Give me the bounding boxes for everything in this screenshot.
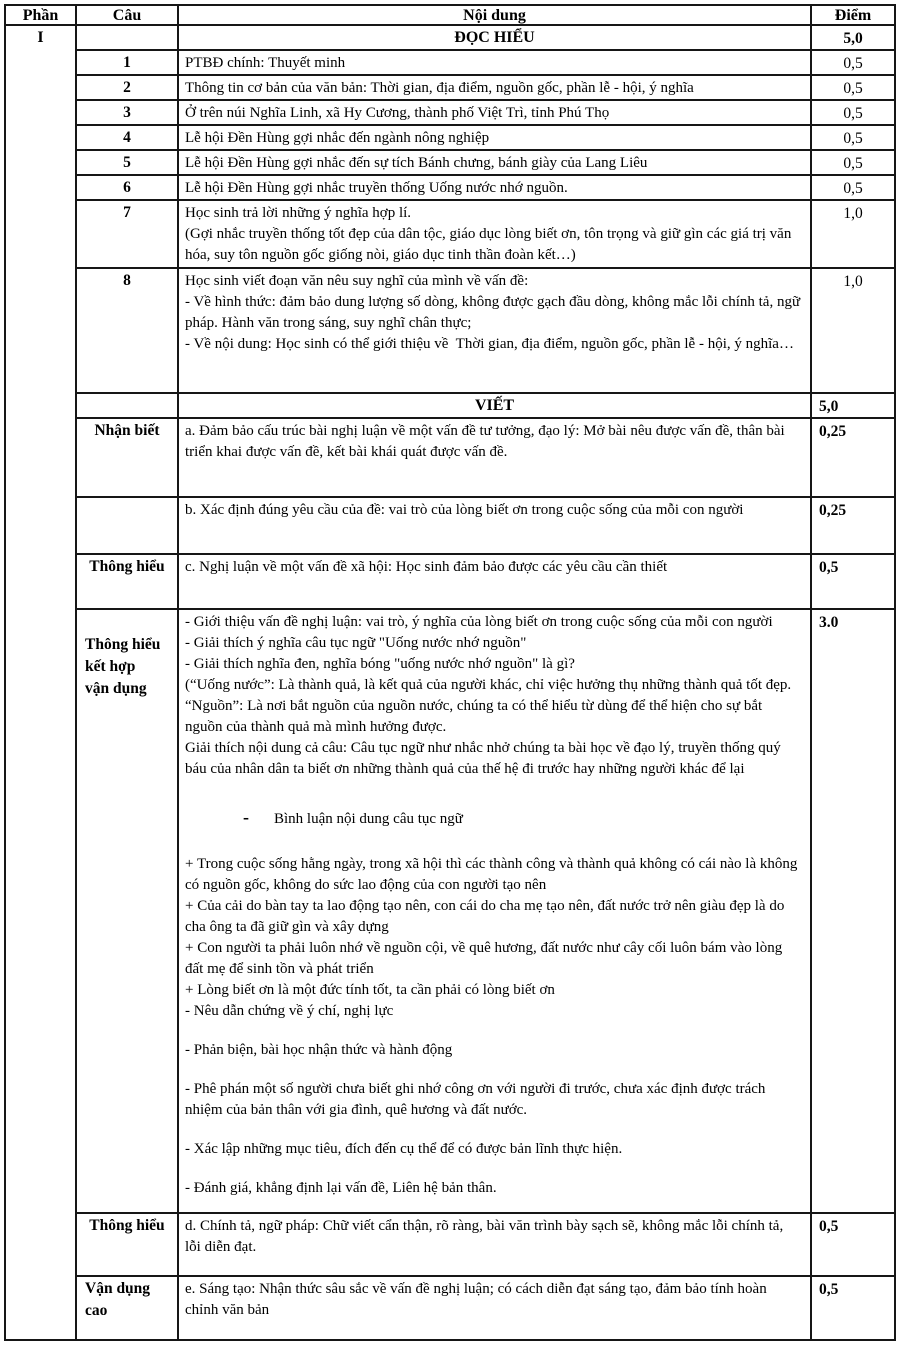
level-label-line: kết hợp <box>85 658 136 675</box>
question-number: 6 <box>76 175 178 200</box>
level-label-line: Thông hiểu <box>85 636 161 653</box>
question-number: 5 <box>76 150 178 175</box>
table-row-q5 <box>5 150 895 175</box>
content-line: + Của cải do bàn tay ta lao động tạo nên, con cái do cha mẹ tạo nên, đất nước trở nên giàu đẹp là do cha ông ta đã giữ gìn và xây dựng <box>185 898 789 935</box>
content-cell <box>178 1213 811 1276</box>
score-cell: 0,5 <box>811 75 895 100</box>
score-cell: 0,5 <box>811 175 895 200</box>
content-line: d. Chính tả, ngữ pháp: Chữ viết cẩn thận, rõ ràng, bài văn trình bày sạch sẽ, không mắc lỗi chính tả, lỗi diễn đạt. <box>185 1218 787 1255</box>
table-row-q1 <box>5 50 895 75</box>
table-row-viet-b <box>5 497 895 554</box>
cau-cell-empty <box>76 25 178 50</box>
content-line: Học sinh trả lời những ý nghĩa hợp lí. <box>185 205 412 221</box>
section-score-viet: 5,0 <box>811 393 895 418</box>
score-cell: 0,5 <box>811 1213 895 1276</box>
table-row-viet-f <box>5 1276 895 1340</box>
content-line: - Giải thích ý nghĩa câu tục ngữ "Uống nước nhớ nguồn" <box>185 635 527 651</box>
content-line: c. Nghị luận về một vấn đề xã hội: Học sinh đảm bảo được các yêu cầu cần thiết <box>185 559 668 575</box>
column-header-noidung: Nội dung <box>178 5 811 25</box>
table-row-q3 <box>5 100 895 125</box>
bullet-line <box>185 786 802 851</box>
score-cell: 0,5 <box>811 554 895 609</box>
level-label: Nhận biết <box>76 418 178 497</box>
content-line: + Con người ta phải luôn nhớ về nguồn cội, về quê hương, đất nước như cây cối luôn bám vào lòng đất mẹ để sinh tồn và phát triển <box>185 940 786 977</box>
content-line: - Về nội dung: Học sinh có thể giới thiệu về Thời gian, địa điểm, nguồn gốc, phần lễ - hội, ý nghĩa… <box>185 336 794 352</box>
table-row-viet-d <box>5 609 895 1213</box>
content-cell <box>178 50 811 75</box>
score-cell: 0,5 <box>811 125 895 150</box>
content-line: Lễ hội Đền Hùng gợi nhắc đến sự tích Bánh chưng, bánh giày của Lang Liêu <box>185 155 648 171</box>
question-number: 3 <box>76 100 178 125</box>
score-cell: 3.0 <box>811 609 895 1213</box>
question-number: 2 <box>76 75 178 100</box>
score-cell: 0,5 <box>811 100 895 125</box>
content-line: + Lòng biết ơn là một đức tính tốt, ta cần phải có lòng biết ơn <box>185 982 555 998</box>
column-header-diem: Điểm <box>811 5 895 25</box>
score-cell: 1,0 <box>811 200 895 268</box>
score-cell: 0,5 <box>811 1276 895 1340</box>
table-row-q2 <box>5 75 895 100</box>
content-line: (Gợi nhắc truyền thống tốt đẹp của dân tộc, giáo dục lòng biết ơn, tôn trọng và giữ gìn các giá trị văn hóa, suy tôn nguồn gốc giống nòi, giáo dục tinh thần đoàn kết…) <box>185 226 796 263</box>
content-line: (“Uống nước”: Là thành quả, là kết quả của người khác, chỉ việc hưởng thụ những thành quả tốt đẹp. “Nguồn”: Là nơi bắt nguồn của nguồn nước, chúng ta có thể hiểu từ dùng để thể hiện cho sự bắt nguồn của thành quả mà mình hưởng được. <box>185 677 795 735</box>
content-line: Lễ hội Đền Hùng gợi nhắc truyền thống Uống nước nhớ nguồn. <box>185 180 568 196</box>
content-line: Học sinh viết đoạn văn nêu suy nghĩ của mình về vấn đề: <box>185 273 529 289</box>
content-line: Lễ hội Đền Hùng gợi nhắc đến ngành nông nghiệp <box>185 130 490 146</box>
cau-cell-empty <box>76 393 178 418</box>
table-row-q8 <box>5 268 895 393</box>
content-cell <box>178 268 811 393</box>
content-line: - Nêu dẫn chứng về ý chí, nghị lực <box>185 1003 394 1019</box>
score-cell: 1,0 <box>811 268 895 393</box>
level-label: Thông hiểu <box>76 1213 178 1276</box>
content-cell <box>178 100 811 125</box>
content-line: - Đánh giá, khẳng định lại vấn đề, Liên hệ bản thân. <box>185 1180 497 1196</box>
cau-cell-empty <box>76 497 178 554</box>
bullet-dash: - <box>243 807 249 827</box>
content-line: a. Đảm bảo cấu trúc bài nghị luận về một vấn đề tư tưởng, đạo lý: Mở bài nêu được vấn đề, thân bài triển khai được vấn đề, kết bài khái quát được vấn đề. <box>185 423 789 460</box>
content-line: - Về hình thức: đảm bảo dung lượng số dòng, không được gạch đầu dòng, không mắc lỗi chính tả, ngữ pháp. Hành văn trong sáng, suy nghĩ chân thực; <box>185 294 804 331</box>
table-row-viet-e <box>5 1213 895 1276</box>
level-label-line: Vận dụng <box>85 1280 151 1297</box>
bullet-text: Bình luận nội dung câu tục ngữ <box>274 811 463 827</box>
section-title-doc-hieu: ĐỌC HIỂU <box>178 25 811 50</box>
content-line: + Trong cuộc sống hằng ngày, trong xã hội thì các thành công và thành quả không có cái nào là không có nguồn gốc, không do sức lao động của con người tạo nên <box>185 856 802 893</box>
content-line: Thông tin cơ bản của văn bản: Thời gian, địa điểm, nguồn gốc, phần lễ - hội, ý nghĩa <box>185 80 694 96</box>
content-cell <box>178 554 811 609</box>
content-cell <box>178 150 811 175</box>
section-title-viet: VIẾT <box>178 393 811 418</box>
question-number: 4 <box>76 125 178 150</box>
content-cell <box>178 418 811 497</box>
content-cell <box>178 497 811 554</box>
score-cell: 0,25 <box>811 497 895 554</box>
content-line: PTBĐ chính: Thuyết minh <box>185 55 346 71</box>
table-row-q7 <box>5 200 895 268</box>
question-number: 1 <box>76 50 178 75</box>
rubric-table <box>4 4 896 1341</box>
question-number: 8 <box>76 268 178 393</box>
score-cell: 0,25 <box>811 418 895 497</box>
content-cell <box>178 200 811 268</box>
content-line: e. Sáng tạo: Nhận thức sâu sắc về vấn đề nghị luận; có cách diễn đạt sáng tạo, đảm bảo tính hoàn chỉnh văn bản <box>185 1281 771 1318</box>
score-cell: 0,5 <box>811 150 895 175</box>
header-row <box>5 5 895 25</box>
content-line: - Giải thích nghĩa đen, nghĩa bóng "uống nước nhớ nguồn" là gì? <box>185 656 575 672</box>
score-cell: 0,5 <box>811 50 895 75</box>
section-score-doc-hieu: 5,0 <box>811 25 895 50</box>
content-cell <box>178 125 811 150</box>
content-cell <box>178 75 811 100</box>
section-title-row-doc-hieu <box>5 25 895 50</box>
level-label-line: cao <box>85 1302 108 1319</box>
table-row-viet-c <box>5 554 895 609</box>
content-cell <box>178 1276 811 1340</box>
question-number: 7 <box>76 200 178 268</box>
content-line: - Giới thiệu vấn đề nghị luận: vai trò, ý nghĩa của lòng biết ơn trong cuộc sống của mỗi con người <box>185 614 773 630</box>
content-cell <box>178 175 811 200</box>
content-line: - Xác lập những mục tiêu, đích đến cụ thể để có được bản lĩnh thực hiện. <box>185 1141 623 1157</box>
answer-key-page <box>4 4 896 1341</box>
content-line: Ở trên núi Nghĩa Linh, xã Hy Cương, thành phố Việt Trì, tỉnh Phú Thọ <box>185 105 610 121</box>
table-row-q4 <box>5 125 895 150</box>
phan-value-cell: I <box>5 25 76 1340</box>
level-label <box>76 609 178 1213</box>
content-line: Giải thích nội dung cả câu: Câu tục ngữ như nhắc nhở chúng ta bài học về đạo lý, truyền thống quý báu của nhân dân ta biết ơn những thành quả của thế hệ đi trước hay những người khác để lại <box>185 740 785 777</box>
level-label-line: vận dụng <box>85 680 147 697</box>
content-line: - Phê phán một số người chưa biết ghi nhớ công ơn với người đi trước, chưa xác định được trách nhiệm của bản thân với gia đình, quê hương và đất nước. <box>185 1081 770 1118</box>
level-label: Thông hiểu <box>76 554 178 609</box>
content-cell <box>178 609 811 1213</box>
column-header-phan: Phần <box>5 5 76 25</box>
column-header-cau: Câu <box>76 5 178 25</box>
content-line: - Phản biện, bài học nhận thức và hành động <box>185 1042 453 1058</box>
table-row-viet-a <box>5 418 895 497</box>
content-line: b. Xác định đúng yêu cầu của đề: vai trò của lòng biết ơn trong cuộc sống của mỗi con người <box>185 502 744 518</box>
level-label <box>76 1276 178 1340</box>
table-row-q6 <box>5 175 895 200</box>
section-title-row-viet <box>5 393 895 418</box>
